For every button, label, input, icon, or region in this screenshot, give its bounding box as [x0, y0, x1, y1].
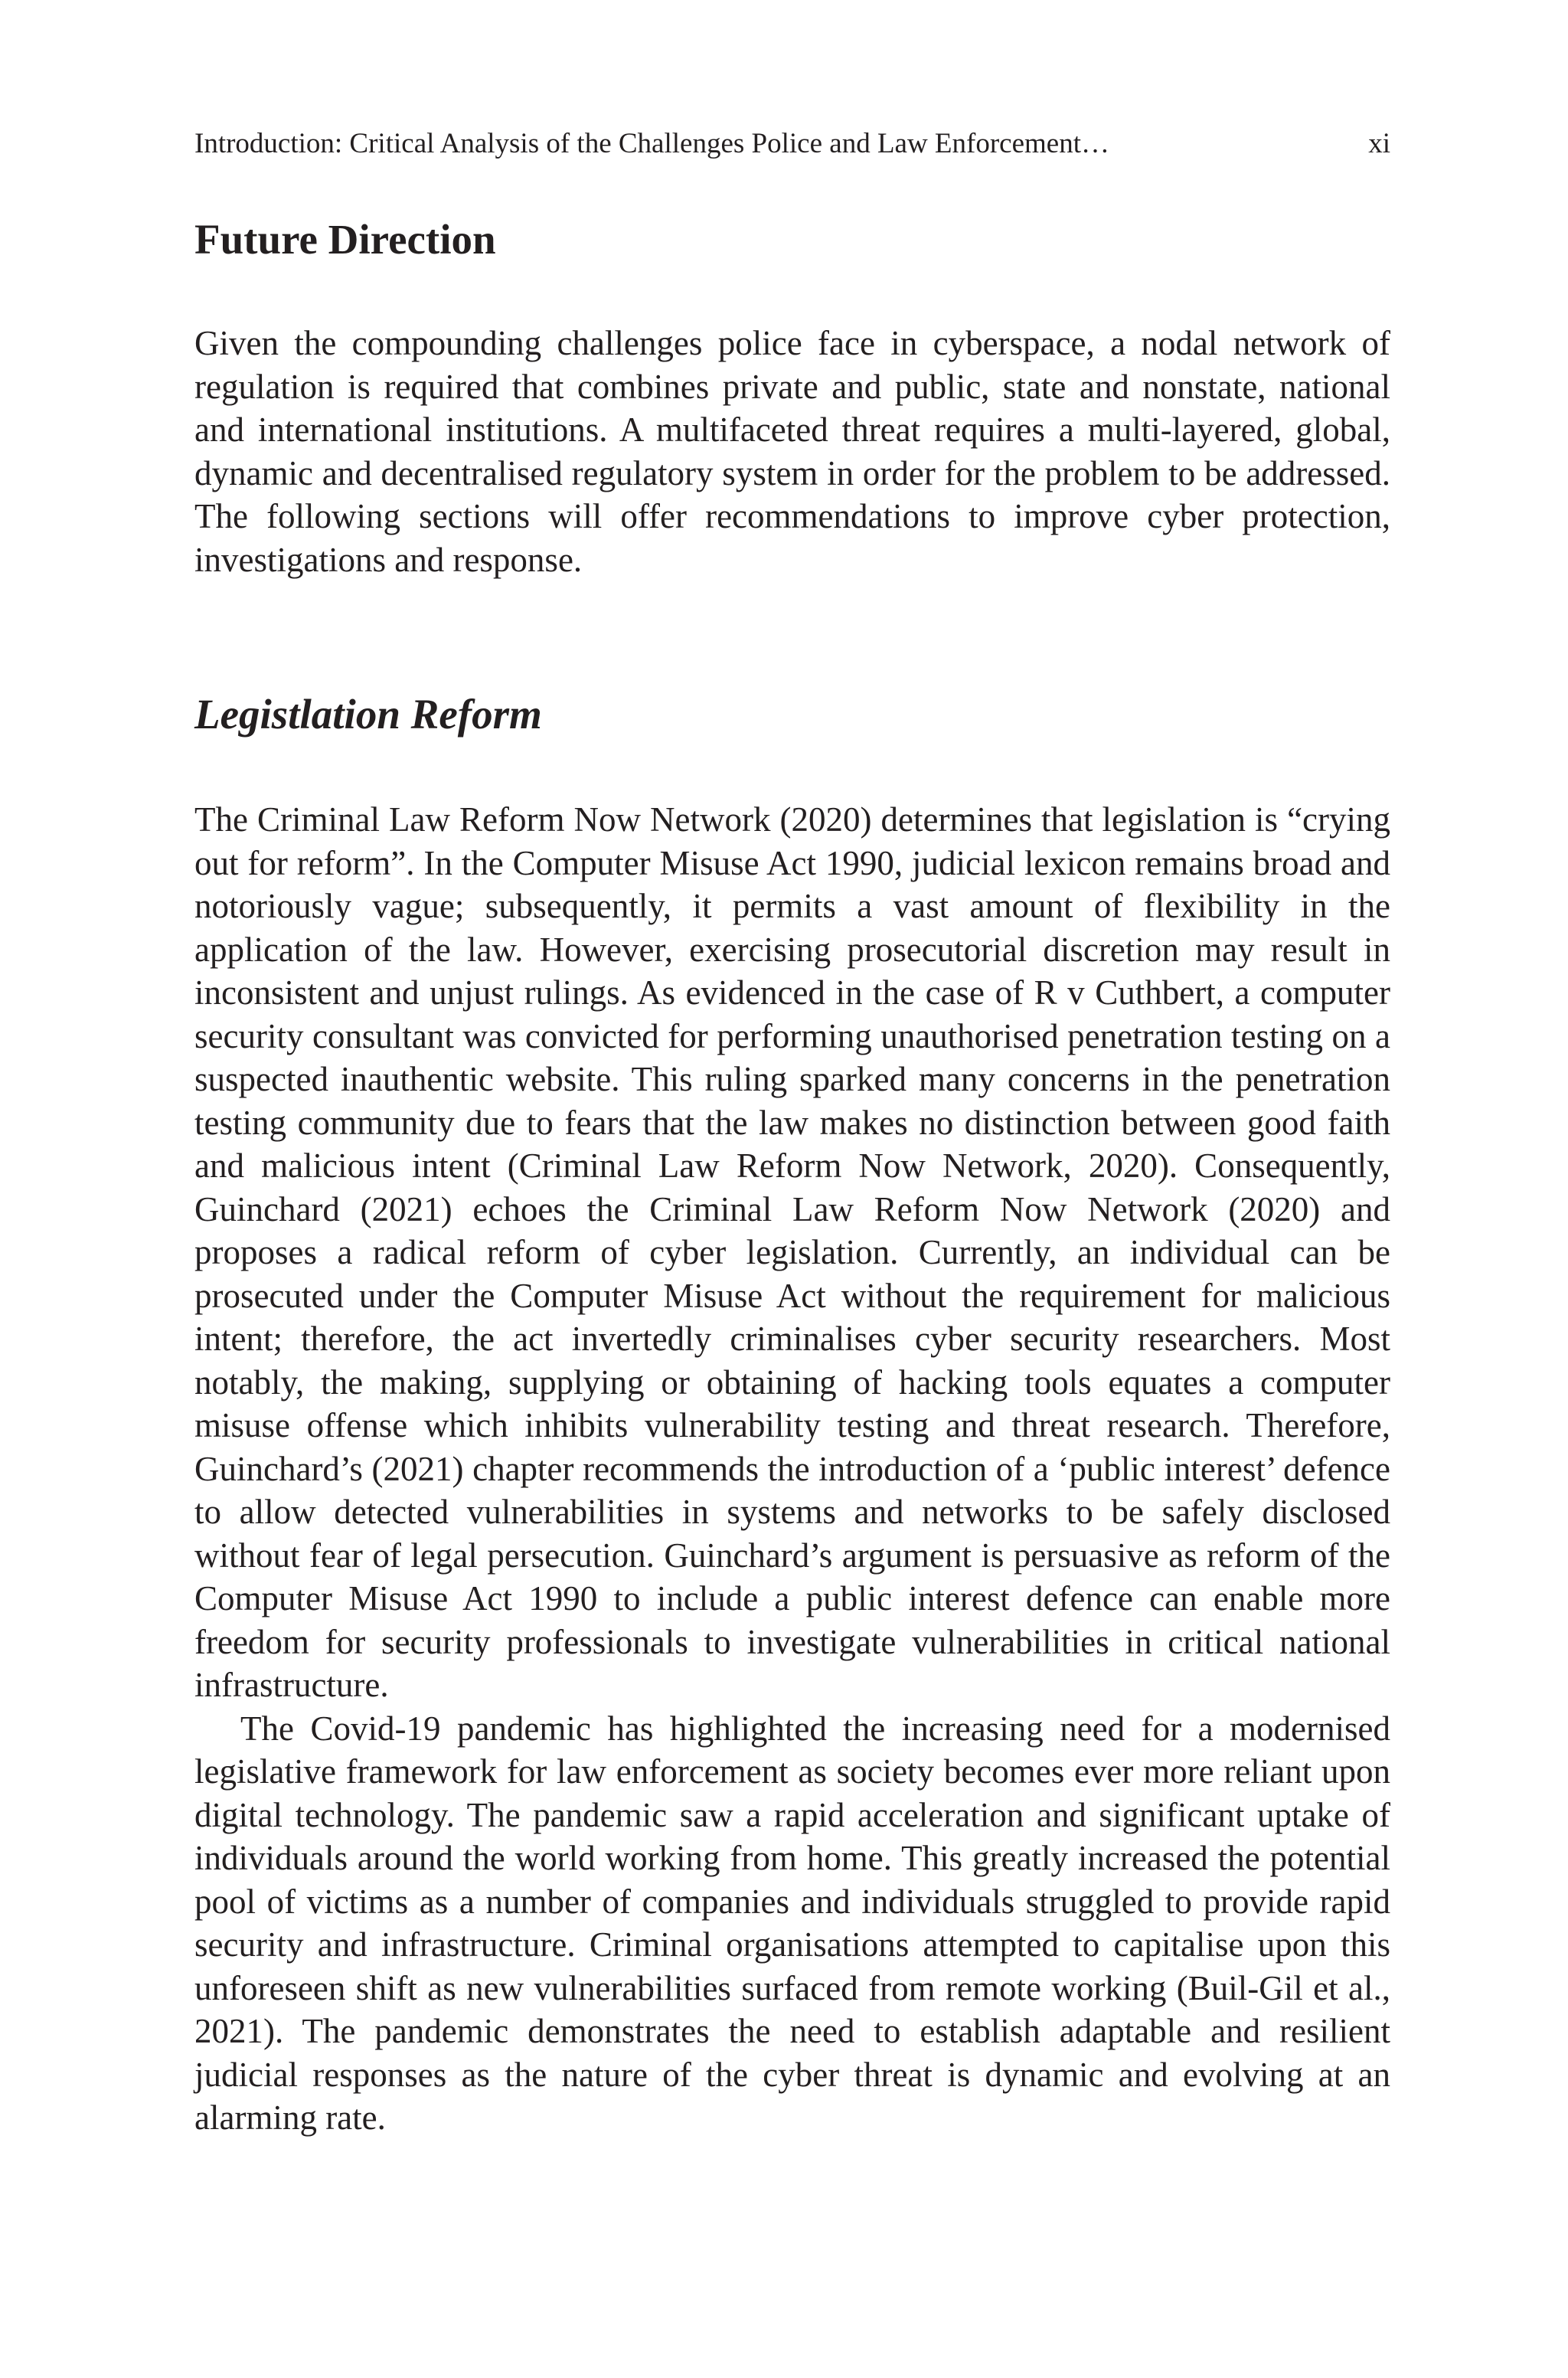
section-heading: Future Direction [194, 216, 496, 263]
section-paragraph: Given the compounding challenges police face in cyberspace, a nodal network of regulation is required that combines private and public, state and nonstate, national and international institutions. A multifaceted threat requires a multi-layered, global, dynamic and decentralised regulatory system in order for the problem to be addressed. The following sections will offer recommendations to improve cyber protection, investigations and response. [194, 324, 1390, 579]
running-head-title: Introduction: Critical Analysis of the Challenges Police and Law Enforcement… [194, 128, 1110, 159]
subsection-body [194, 798, 1390, 2140]
body-paragraph: The Covid-19 pandemic has highlighted the increasing need for a modernised legislative framework for law enforcement as society becomes ever more reliant upon digital technology. The pandemic saw a rapid acceleration and significant uptake of individuals around the world working from home. This greatly increased the potential pool of victims as a number of companies and individuals struggled to provide rapid security and infrastructure. Criminal organisations attempted to capitalise upon this unforeseen shift as new vulnerabilities surfaced from remote working (Buil-Gil et al., 2021). The pandemic demonstrates the need to establish adaptable and resilient judicial responses as the nature of the cyber threat is dynamic and evolving at an alarming rate. [194, 1709, 1390, 2137]
body-paragraph: The Criminal Law Reform Now Network (2020) determines that legislation is “crying out for reform”. In the Computer Misuse Act 1990, judicial lexicon remains broad and notoriously vague; subsequently, it permits a vast amount of flexibility in the application of the law. However, exercising prosecutorial discretion may result in inconsistent and unjust rulings. As evidenced in the case of R v Cuthbert, a computer security consultant was convicted for performing unauthorised penetration testing on a suspected inauthentic website. This ruling sparked many concerns in the penetration testing community due to fears that the law makes no distinction between good faith and malicious intent (Criminal Law Reform Now Network, 2020). Consequently, Guinchard (2021) echoes the Criminal Law Reform Now Network (2020) and proposes a radical reform of cyber legislation. Currently, an individual can be prosecuted under the Computer Misuse Act without the requirement for malicious intent; therefore, the act invertedly criminalises cyber security researchers. Most notably, the making, supplying or obtaining of hacking tools equates a computer misuse offense which inhibits vulnerability testing and threat research. Therefore, Guinchard’s (2021) chapter recommends the introduction of a ‘public interest’ defence to allow detected vulnerabilities in systems and networks to be safely disclosed without fear of legal persecution. Guinchard’s argument is persuasive as reform of the Computer Misuse Act 1990 to include a public interest defence can enable more freedom for security professionals to investigate vulnerabilities in critical national infrastructure. [194, 800, 1390, 1704]
subsection-heading: Legistlation Reform [194, 691, 542, 738]
page-number: xi [1368, 128, 1390, 159]
